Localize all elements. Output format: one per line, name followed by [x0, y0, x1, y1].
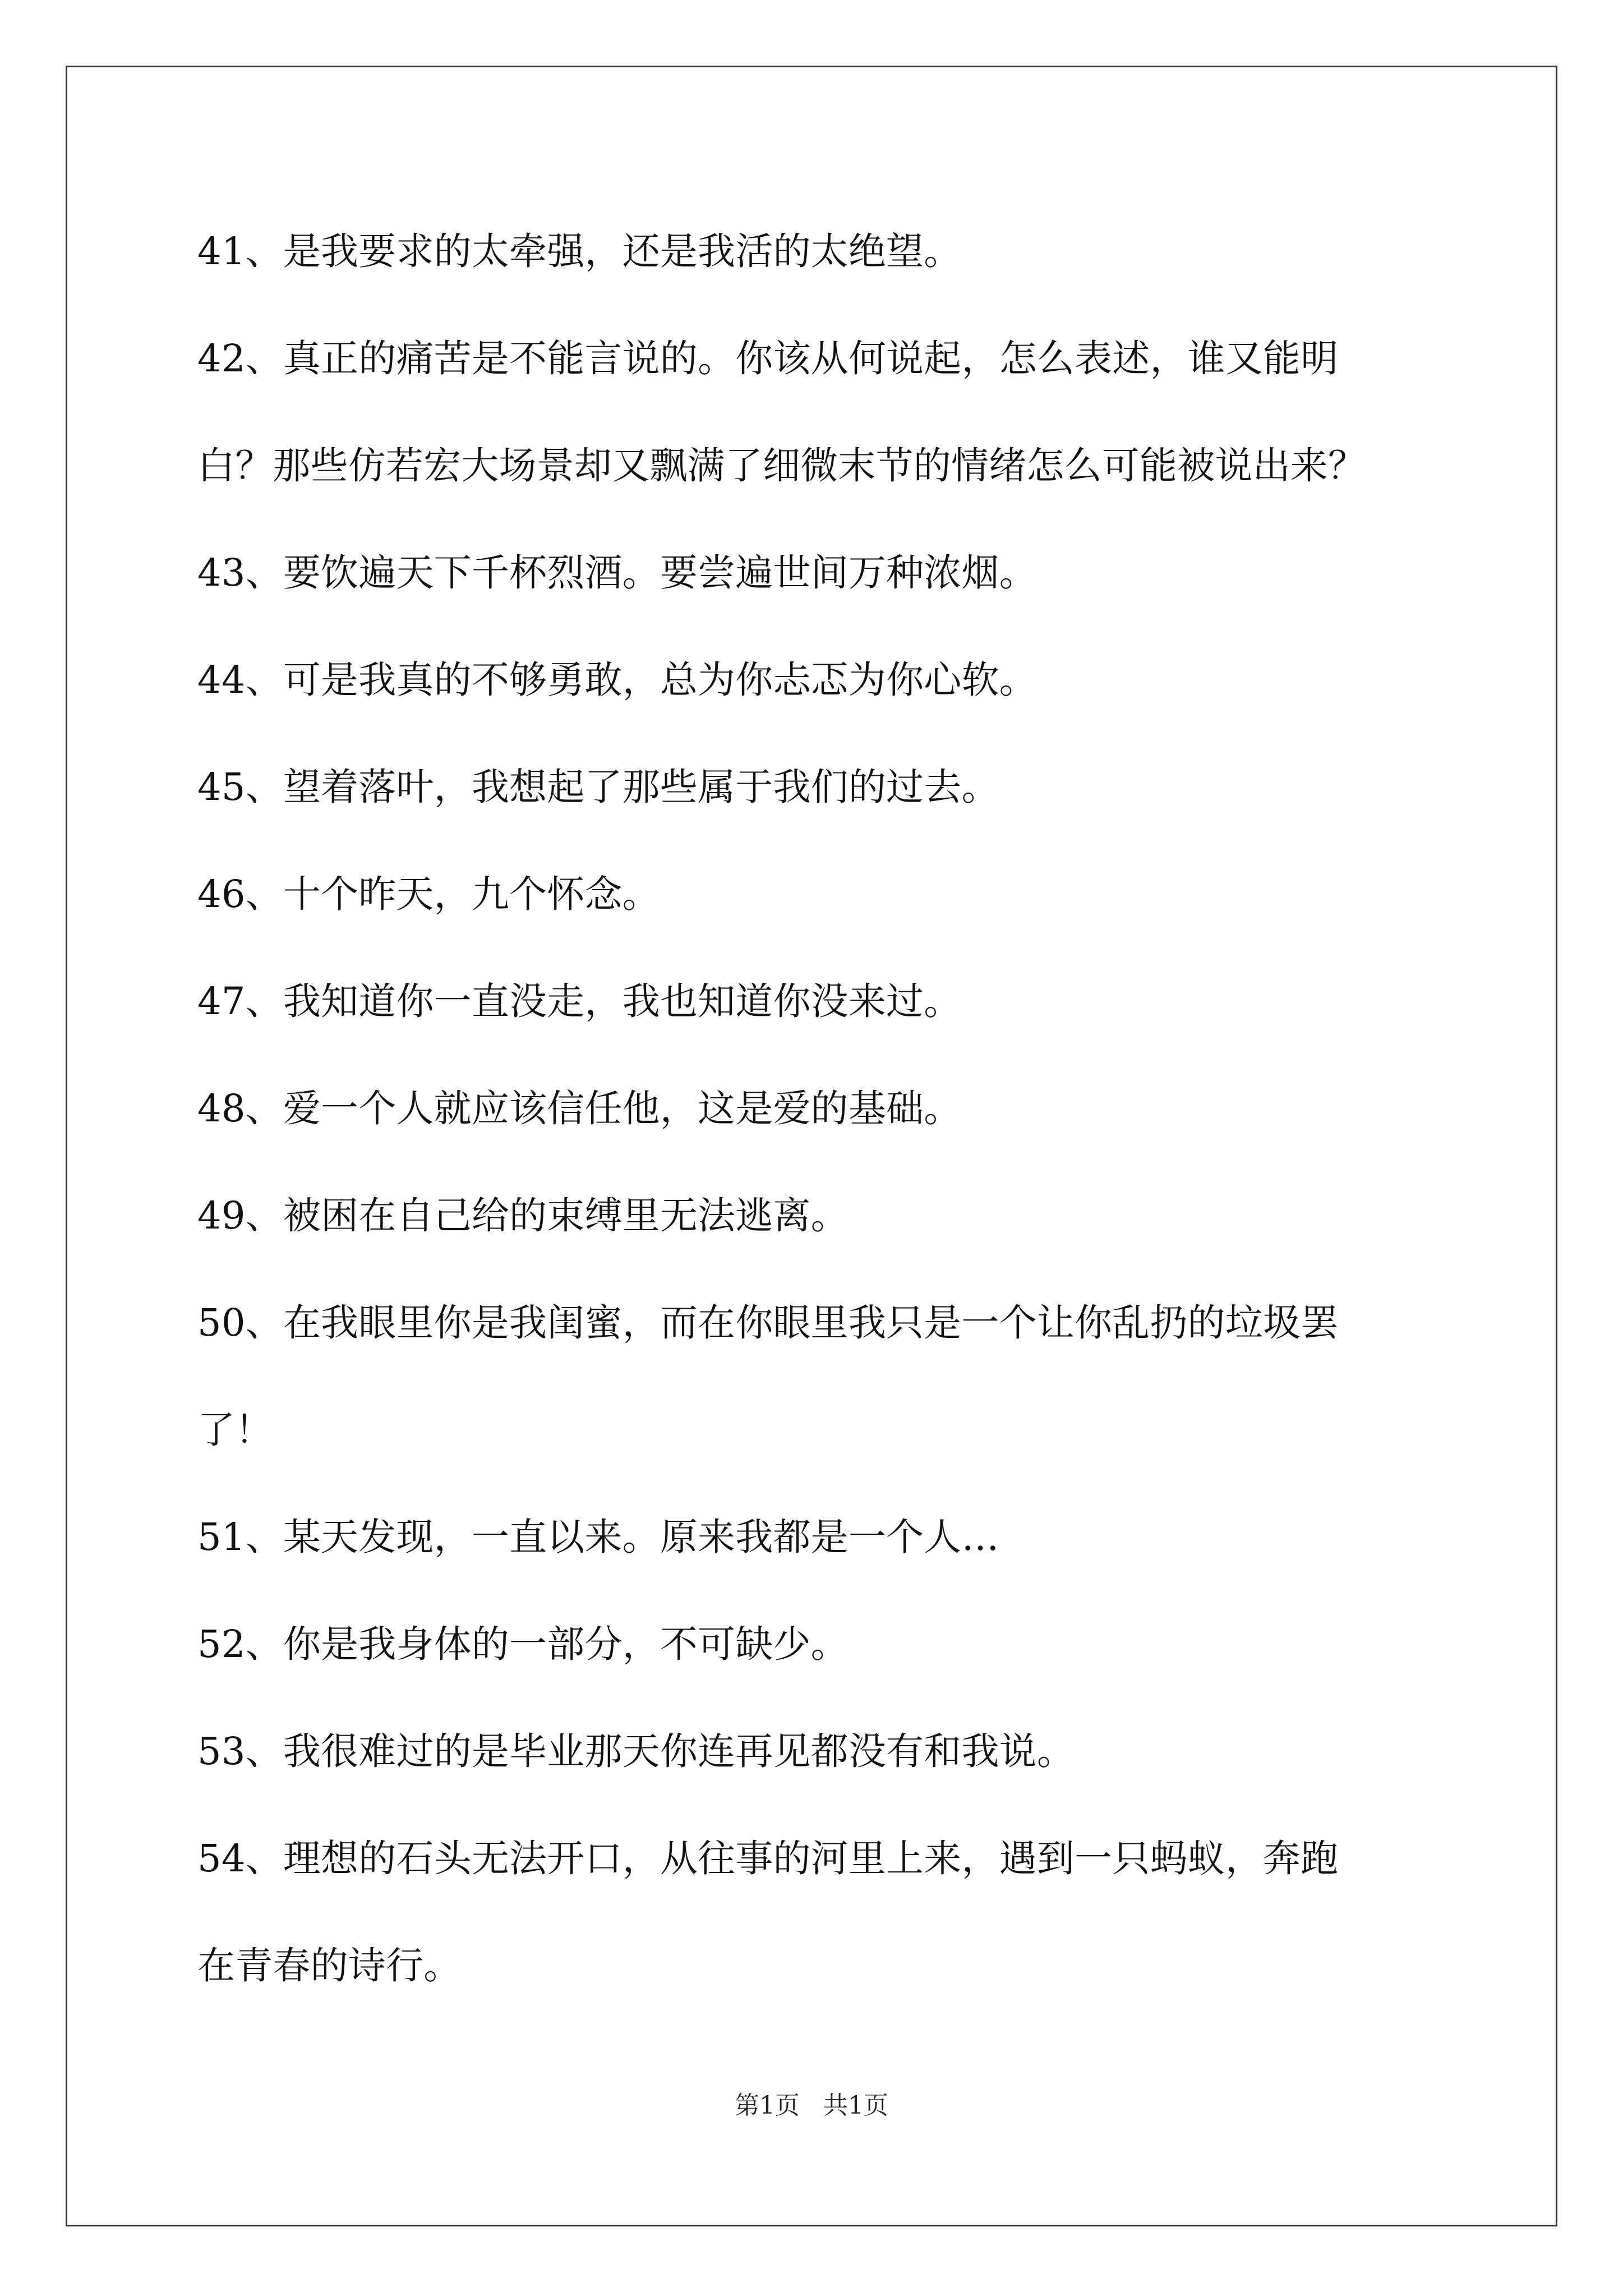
text-line-45: 45、望着落叶，我想起了那些属于我们的过去。: [197, 765, 999, 809]
text-line-43: 43、要饮遍天下千杯烈酒。要尝遍世间万种浓烟。: [197, 551, 1037, 595]
text-line-46: 46、十个昨天，九个怀念。: [197, 872, 660, 916]
text-line-51: 51、某天发现，一直以来。原来我都是一个人…: [197, 1515, 999, 1559]
text-line-47: 47、我知道你一直没走，我也知道你没来过。: [197, 979, 962, 1023]
text-line-54a: 54、理想的石头无法开口，从往事的河里上来，遇到一只蚂蚁，奔跑: [197, 1837, 1339, 1880]
document-body: [197, 219, 1431, 2040]
text-line-53: 53、我很难过的是毕业那天你连再见都没有和我说。: [197, 1729, 1075, 1773]
text-line-42b: 白？那些仿若宏大场景却又飘满了细微末节的情绪怎么可能被说出来？: [197, 444, 1366, 487]
text-line-52: 52、你是我身体的一部分，不可缺少。: [197, 1622, 849, 1666]
text-line-48: 48、爱一个人就应该信任他，这是爱的基础。: [197, 1087, 962, 1130]
text-line-42a: 42、真正的痛苦是不能言说的。你该从何说起，怎么表述，谁又能明: [197, 337, 1339, 380]
text-line-54b: 在青春的诗行。: [197, 1944, 462, 1987]
text-line-50a: 50、在我眼里你是我闺蜜，而在你眼里我只是一个让你乱扔的垃圾罢: [197, 1301, 1339, 1345]
page-number-footer: 第1页 共1页: [735, 2091, 888, 2120]
text-line-44: 44、可是我真的不够勇敢，总为你忐忑为你心软。: [197, 658, 1037, 702]
text-line-50b: 了！: [197, 1408, 273, 1452]
text-line-41: 41、是我要求的太牵强，还是我活的太绝望。: [197, 229, 962, 273]
text-line-49: 49、被困在自己给的束缚里无法逃离。: [197, 1194, 849, 1237]
